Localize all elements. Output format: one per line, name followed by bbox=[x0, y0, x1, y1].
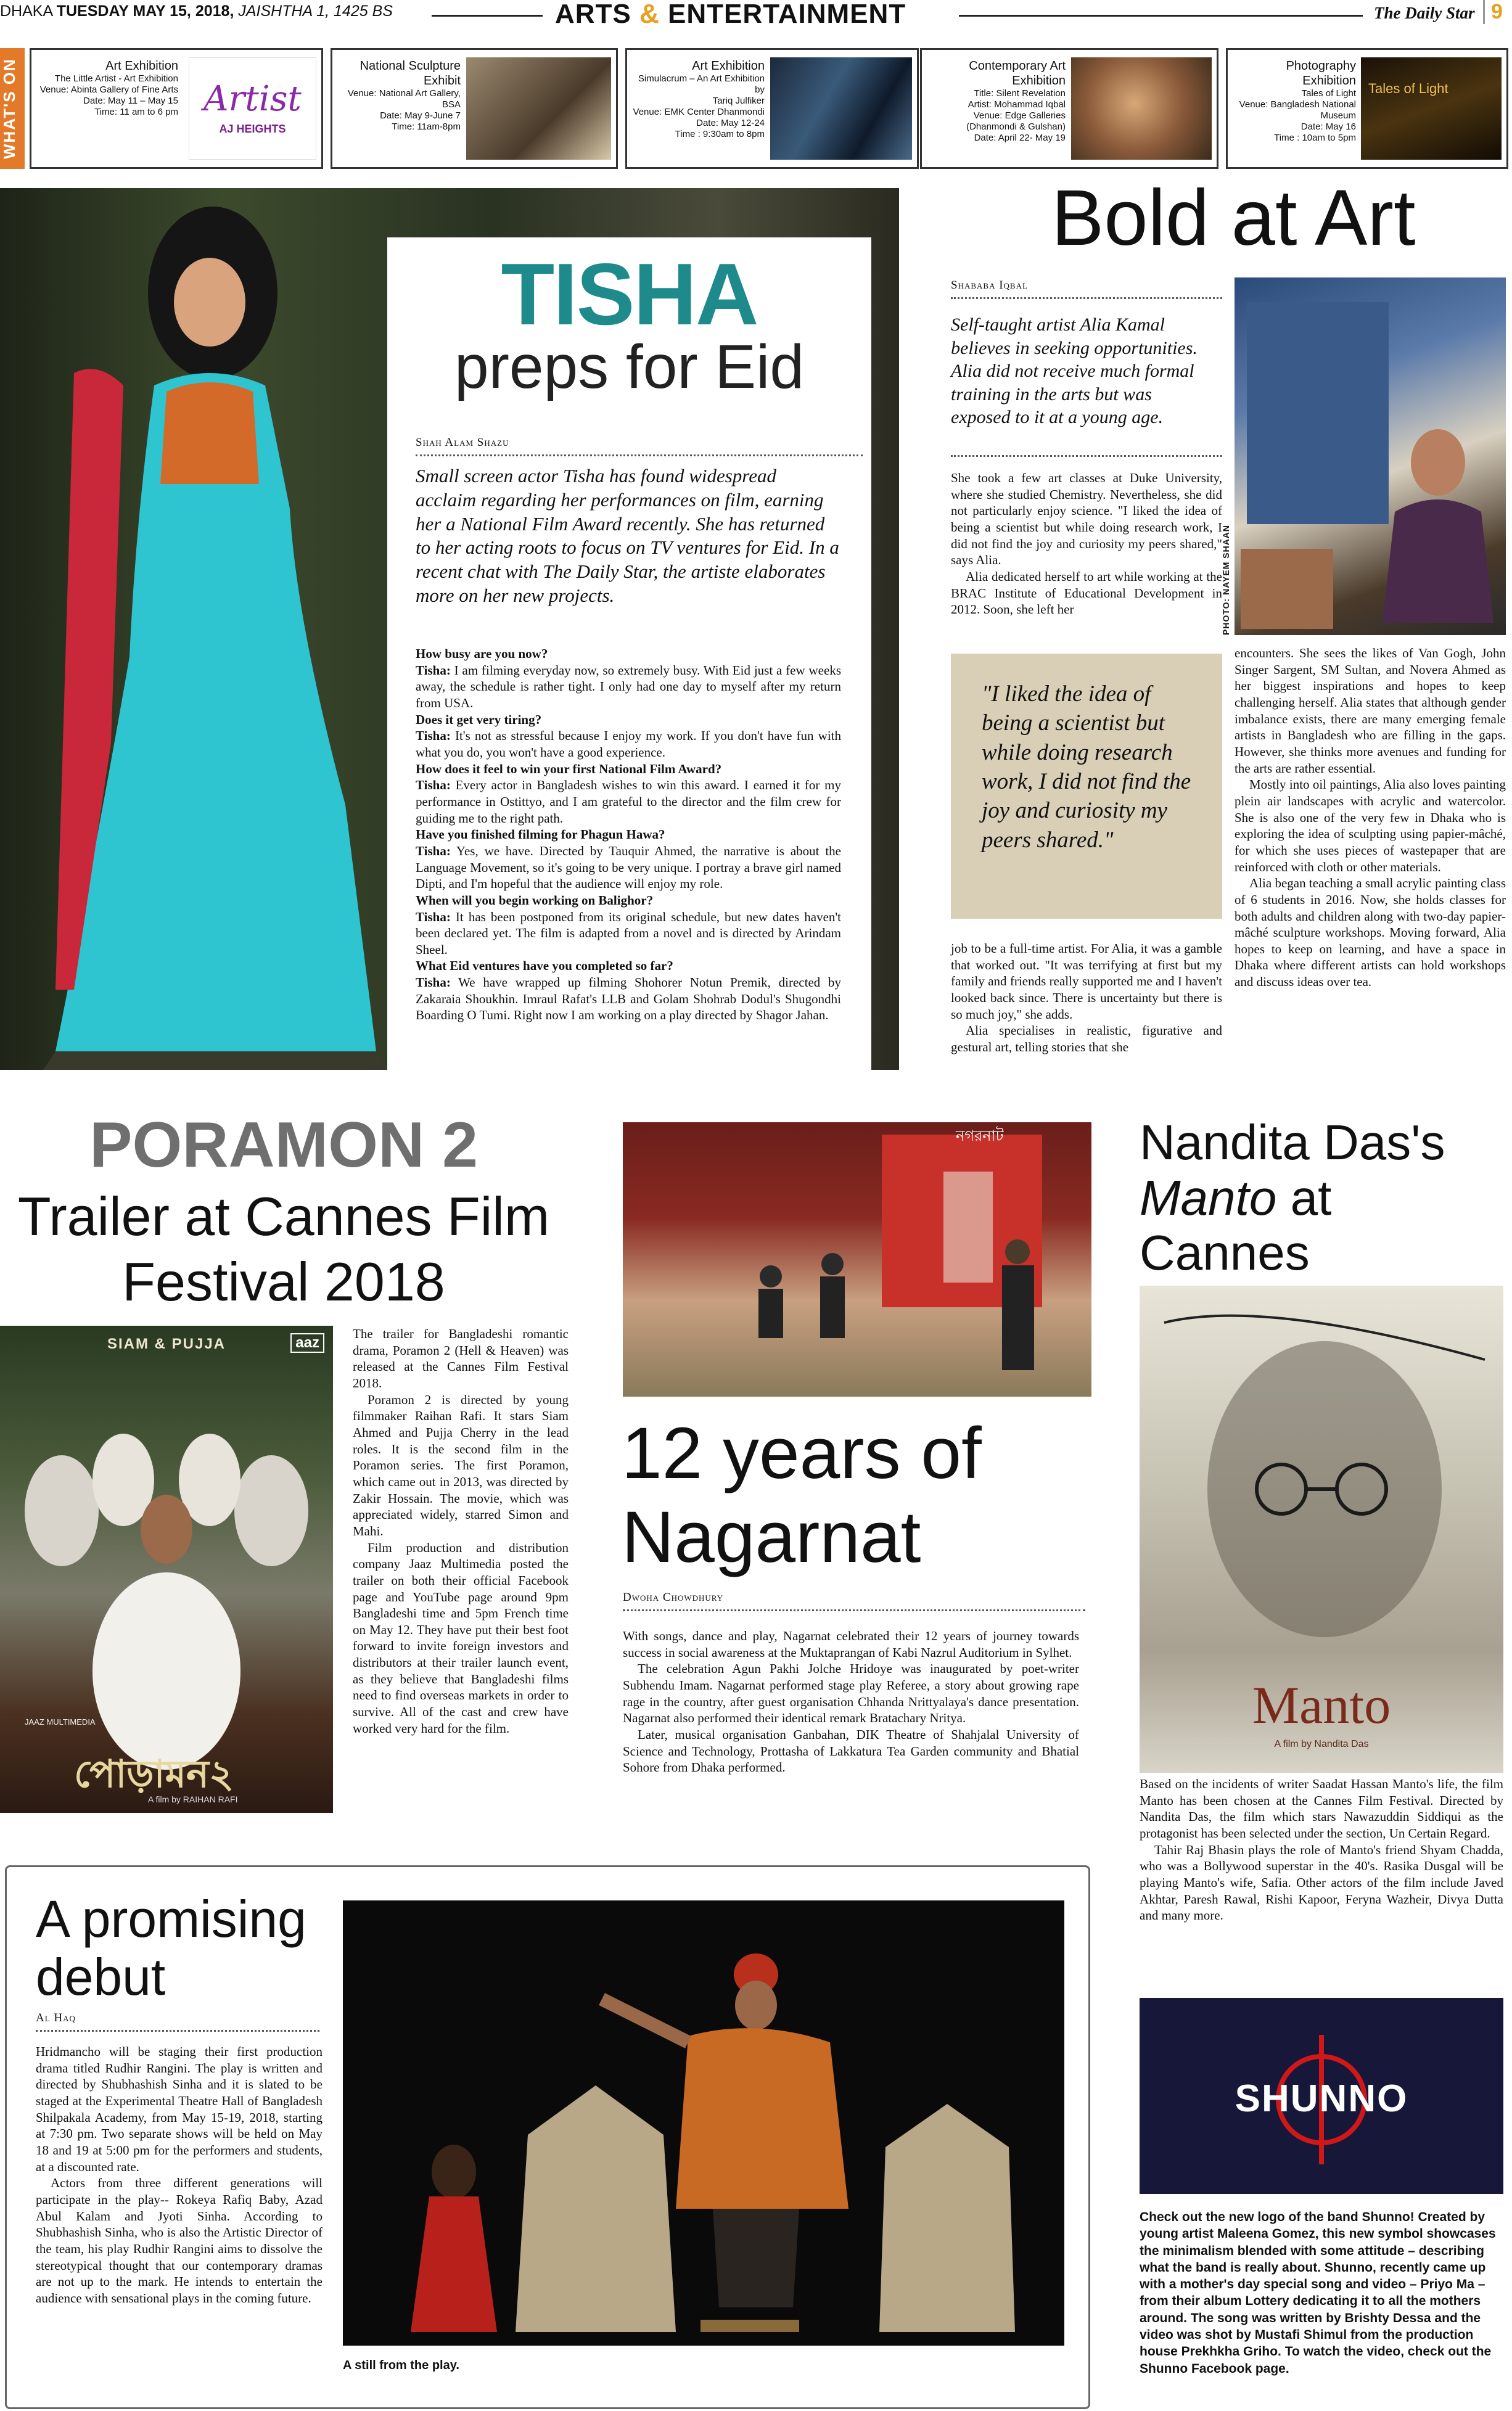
manto-article: Based on the incidents of writer Saadat Hassan Manto's life, the film Manto has been chosen at the Cannes Film Festival. Directed by Nandita Das, the film which stars Nawazuddin Siddiqui as the protagonist has been selected under the section, Un Certain Regard. Tahir Raj Bhasin plays the role of Manto's friend Shyam Chadda, who was a Bollywood superstar in the 40's. Rasika Dusgal will be playing Manto's wife, Safia. Other actors of the film include Javed Akhtar, Paresh Rawal, Rishi Kapoor, Feryna Wazheir, Divya Dutta and many more. bbox=[1140, 1776, 1503, 1923]
bold-at-art-col1-bottom: job to be a full-time artist. For Alia, it was a gamble that worked out. "It was terrifying at first but my family and friends really supported me and I haven't looked back since. There is uncertainty but there is so much joy," she adds. Alia specialises in realistic, figurative and gestural art, telling stories that she bbox=[951, 941, 1222, 1054]
bold-at-art-byline-rule bbox=[951, 297, 1222, 299]
qa-answer: Tisha: We have wrapped up filming Shohorer Notun Premik, directed by Zakaraia Shoukhin. Imraul Rafat's LLB and Golam Shohrab Dodul's Shugondhi Boarding O Tumi. Right now I am working on a play directed by Shagor Jahan. bbox=[416, 975, 841, 1023]
poster-director: A film by RAIHAN RAFI bbox=[148, 1794, 238, 1804]
nagarnat-headline: 12 years of Nagarnat bbox=[622, 1413, 982, 1578]
whats-on-item[interactable]: Art Exhibition The Little Artist - Art Exhibition Venue: Abinta Gallery of Fine Arts Date: May 11 – May 15 Time: 11 am to 6 pm Artist AJ HEIGHTS bbox=[30, 48, 323, 169]
section-ampersand: & bbox=[639, 0, 660, 29]
masthead-rule-right bbox=[959, 15, 1363, 17]
manto-poster bbox=[1140, 1286, 1503, 1773]
poramon-headline: PORAMON 2 bbox=[89, 1109, 478, 1181]
nagarnat-banner-text: নগরনাট bbox=[956, 1128, 1004, 1144]
nagarnat-article: With songs, dance and play, Nagarnat celebrated their 12 years of journey towards success in social awareness at the Muktaprangan of Kabi Nazrul Auditorium in Sylhet. The celebration Agun Pakhi Jolche Hridoye was inaugurated by poet-writer Subhendu Imam. Nagarnat performed stage play Referee, a story about growing rape rage in the country, after guest organisation Chhanda Nrittyalaya's dance presentation. Nagarnat also performed their identical remark Bratachary Nritya. Later, musical organisation Ganbahan, DIK Theatre of Shahjalal University of Science and Technology, Prottasha of Lakkatura Tea Garden community and Bhatial Sohore from Dhaka performed. bbox=[623, 1629, 1079, 1775]
page-number: 9 bbox=[1483, 0, 1503, 24]
qa-answer: Tisha: Yes, we have. Directed by Tauquir Ahmed, the narrative is about the Language Movement, so it's going to be very unique. I portray a brave girl named Dipti, and I'm hopeful that the audience will enjoy my role. bbox=[416, 843, 841, 892]
qa-answer: Tisha: It has been postponed from its original schedule, but new dates haven't been declared yet. The film is adapted from a novel and is directed by Arindam Sheel. bbox=[416, 909, 842, 957]
dateline bbox=[0, 2, 393, 20]
debut-headline: A promising debut bbox=[36, 1890, 306, 2006]
debut-article: Hridmancho will be staging their first production drama titled Rudhir Rangini. The play is written and directed by Shubhashish Sinha and it is slated to be staged at the Experimental Theatre Hall of Bangladesh Shilpakala Academy, from May 15-19, 2018, starting at 7:30 pm. Two separate shows will be held on May 18 and 19 at 5:00 pm for the performers and students, at a discounted rate. Actors from three different generations will participate in the play-- Rokeya Rafiq Baby, Azad Abul Kalam and Jyoti Sinha. According to Shubhashish Sinha, who is also the Artistic Director of the team, his play Rudhir Rangini aims to dissolve the stereotypical thought that our contemporary dramas are not up to the mark. He intends to entertain the audience with sensational plays in the coming future. bbox=[36, 2044, 323, 2306]
whats-on-item[interactable]: Art Exhibition Simulacrum – An Art Exhibition by Tariq Julfiker Venue: EMK Center Dhanmondi Date: May 12-24 Time : 9:30am to 8pm bbox=[625, 48, 919, 169]
dateline-date: TUESDAY MAY 15, 2018, bbox=[56, 2, 234, 20]
nagarnat-byline-rule bbox=[623, 1609, 1085, 1611]
artist-poster: Artist AJ HEIGHTS bbox=[189, 57, 316, 160]
pull-quote-box bbox=[951, 654, 1222, 919]
poster-title: পোড়ামন২ bbox=[74, 1754, 234, 1796]
qa-question: How busy are you now? bbox=[416, 646, 548, 661]
bold-at-art-headline: Bold at Art bbox=[1051, 174, 1416, 262]
dateline-bangla: JAISHTHA 1, 1425 BS bbox=[238, 2, 393, 20]
pull-quote: "I liked the idea of being a scientist but while doing research work, I did not find the joy and curiosity my peers shared." bbox=[982, 681, 1191, 853]
qa-question: Does it get very tiring? bbox=[416, 712, 542, 727]
dateline-city: DHAKA bbox=[0, 2, 52, 20]
alia-portrait-figure bbox=[1235, 277, 1506, 635]
section-title: ARTS & ENTERTAINMENT bbox=[555, 0, 906, 29]
alia-kamal-photo bbox=[1235, 277, 1506, 635]
tisha-headline: TISHA bbox=[501, 245, 758, 343]
bold-at-art-byline: Shababa Iqbal bbox=[951, 279, 1028, 292]
alia-photo-credit: PHOTO: NAYEM SHAAN bbox=[1221, 524, 1231, 635]
poramon-poster bbox=[0, 1326, 333, 1813]
debut-caption: A still from the play. bbox=[343, 2359, 459, 2372]
tales-of-light-poster: Tales of Light bbox=[1361, 57, 1502, 160]
shunno-caption: Check out the new logo of the band Shunno! Created by young artist Maleena Gomez, this new symbol showcases the minimalism blended with some attitude – describing what the band is really about. Shunno, recently came up with a mother's day special song and video – Priyo Ma – from their album Lottery dedicating it to all the mothers around. The song was written by Brishty Dessa and the video was shot by Mustafi Shimul from the production house Prekhkha Griho. To watch the video, check out the Shunno Facebook page. bbox=[1140, 2210, 1496, 2376]
tisha-interview bbox=[416, 646, 841, 1024]
whats-on-label: WHAT'S ON bbox=[0, 48, 25, 169]
whats-on-item[interactable]: Contemporary Art Exhibition Title: Silent Revelation Artist: Mohammad Iqbal Venue: Edge Galleries (Dhanmondi & Gulshan) Date: April 22- May 19 bbox=[920, 48, 1218, 169]
nagarnat-performers bbox=[623, 1122, 1091, 1397]
debut-stage-scene bbox=[343, 1900, 1064, 2346]
debut-byline: Al Haq bbox=[36, 2011, 76, 2024]
bold-at-art-col1-top: She took a few art classes at Duke University, where she studied Chemistry. Nevertheless, she did not particularly enjoy science. "I liked the idea of being a scientist but while doing research work, I did not find the joy and curiosity my peers shared," says Alia. Alia dedicated herself to art while working at the BRAC Institute of Educational Development in 2012. Soon, she left her bbox=[951, 470, 1222, 617]
qa-question: Have you finished filming for Phagun Hawa? bbox=[416, 827, 665, 842]
manto-poster-title: Manto bbox=[1252, 1675, 1391, 1735]
simulacrum-artwork bbox=[770, 57, 912, 160]
qa-answer: Tisha: I am filming everyday now, so extremely busy. With Eid just a few weeks away, the schedule is rather tight. I only had one day to myself after my return from USA. bbox=[416, 662, 842, 710]
nagarnat-photo bbox=[623, 1122, 1091, 1397]
poster-brand-logo: aaz bbox=[290, 1333, 324, 1353]
shunno-logo-text: SHUNNO bbox=[1235, 2077, 1408, 2120]
whats-on-item[interactable]: Photography Exhibition Tales of Light Venue: Bangladesh National Museum Date: May 16 Time : 10am to 5pm Tales of Light bbox=[1226, 48, 1508, 169]
manto-headline: Nandita Das's Manto at Cannes bbox=[1140, 1115, 1445, 1281]
tisha-byline: Shah Alam Shazu bbox=[416, 436, 509, 449]
qa-question: When will you begin working on Balighor? bbox=[416, 892, 654, 908]
debut-play-photo bbox=[343, 1900, 1064, 2346]
sculpture-photo bbox=[466, 57, 611, 160]
silent-revelation-painting bbox=[1071, 57, 1212, 160]
qa-question: What Eid ventures have you completed so far? bbox=[416, 958, 673, 974]
debut-byline-rule bbox=[36, 2030, 319, 2032]
tisha-lead: Small screen actor Tisha has found widespread acclaim regarding her performances on film, earning her a National Film Award recently. She has returned to her acting roots to focus on TV ventures for Eid. In a recent chat with The Daily Star, the artiste elaborates more on her new projects. bbox=[416, 465, 839, 606]
masthead-rule-left bbox=[432, 15, 543, 17]
poramon-article: The trailer for Bangladeshi romantic drama, Poramon 2 (Hell & Heaven) was released at the Cannes Film Festival 2018. Poramon 2 is directed by young filmmaker Raihan Rafi. It stars Siam Ahmed and Pujja Cherry in the lead roles. It is the second film in the Poramon series. The first Poramon, which came out in 2013, was directed by Zakir Hossain. The movie, which was appreciated widely, starred Simon and Mahi. Film production and distribution company Jaaz Multimedia posted the trailer on both their official Facebook page and YouTube page around 9pm Bangladeshi time and 5pm French time on May 12. They have put their best foot forward to invite foreign investors and distributors at their trailer launch event, as they believe that Bangladeshi films need to find overseas markets in order to survive. All of the cast and crew have worked very hard for the film. bbox=[353, 1326, 569, 1736]
tisha-subhead: preps for Eid bbox=[454, 332, 804, 401]
bold-at-art-lead-rule bbox=[951, 455, 1222, 457]
poster-veiled-figures bbox=[0, 1326, 333, 1813]
qa-answer: Tisha: It's not as stressful because I enjoy my work. If you don't have fun with what you do, you won't have a good experience. bbox=[416, 728, 842, 760]
manto-poster-sub: A film by Nandita Das bbox=[1274, 1739, 1369, 1749]
nagarnat-byline: Dwoha Chowdhury bbox=[623, 1591, 724, 1604]
shunno-logo-box bbox=[1140, 1998, 1503, 2194]
poster-studio: JAAZ MULTIMEDIA bbox=[25, 1717, 96, 1727]
qa-answer: Tisha: Every actor in Bangladesh wishes to win this award. I earned it for my performance in Ostittyo, and I am grateful to the director and the film crew for guiding me to the right path. bbox=[416, 778, 841, 826]
bold-at-art-col2: encounters. She sees the likes of Van Gogh, John Singer Sargent, SM Sultan, and Novera Ahmed as her biggest inspirations and hopes to keep challenging herself. Alia states that although gender imbalance exists, there are many emerging female artists in Bangladesh who are filling in the gaps. However, she thinks more avenues and funding for the arts are rather essential. Mostly into oil paintings, Alia also loves painting plein air landscapes with acrylic and watercolor. She is also one of the very few in Dhaka who is exploring the idea of sculpting using papier-mâché, for which she uses pieces of wastepaper that are reinforced with cloth or other materials. Alia began teaching a small acrylic painting class of 6 students in 2016. Now, she holds classes for both adults and children along with two-day papier-mâché sculpture workshops. Moving forward, Alia hopes to keep on learning, and have a space in Dhaka where different artists can hold workshops and discuss ideas over tea. bbox=[1235, 646, 1506, 990]
whats-on-item[interactable]: National Sculpture Exhibit Venue: National Art Gallery, BSA Date: May 9-June 7 Time: 11am-8pm bbox=[331, 48, 618, 169]
paper-name: The Daily Star bbox=[1374, 4, 1475, 22]
tisha-byline-rule bbox=[416, 454, 863, 456]
qa-question: How does it feel to win your first National Film Award? bbox=[416, 761, 722, 776]
whats-on-strip bbox=[0, 42, 1512, 173]
tisha-article-box bbox=[387, 237, 871, 1070]
bold-at-art-lead: Self-taught artist Alia Kamal believes in seeking opportunities. Alia did not receive much formal training in the arts but was exposed to it at a young age. bbox=[951, 314, 1198, 427]
tisha-figure bbox=[0, 188, 395, 1070]
poramon-subhead: Trailer at Cannes Film Festival 2018 bbox=[17, 1186, 550, 1312]
poster-cast: SIAM & PUJJA bbox=[107, 1336, 226, 1352]
